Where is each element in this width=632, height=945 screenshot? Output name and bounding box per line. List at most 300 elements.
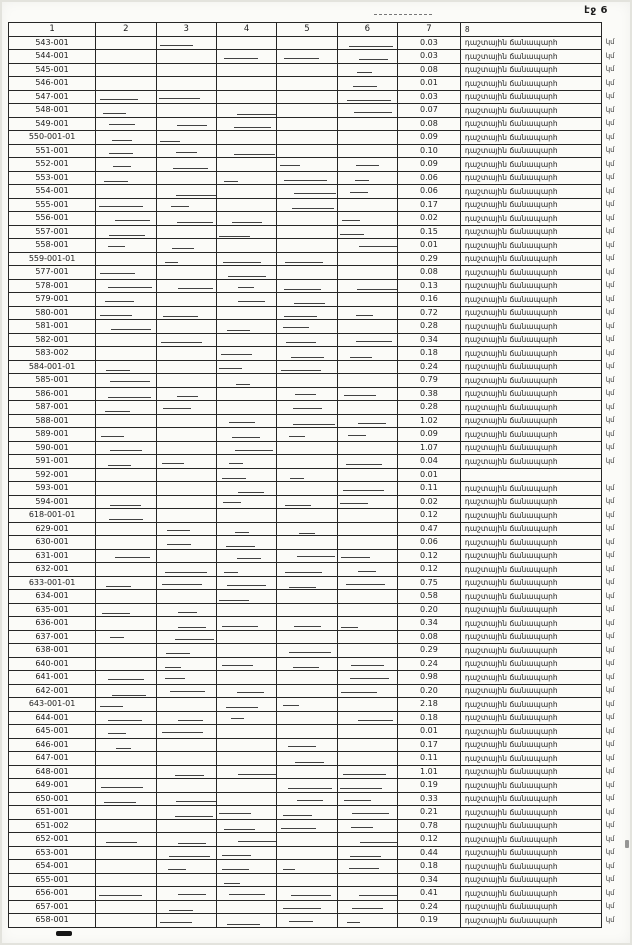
empty-cell (337, 401, 397, 415)
margin-unit-mark: կմ (605, 848, 615, 857)
empty-cell (277, 887, 337, 901)
empty-cell (216, 482, 276, 496)
scan-noise-line (221, 354, 253, 355)
empty-cell (277, 509, 337, 523)
road-type-cell: դաշտային ճանապարհ (460, 711, 601, 725)
empty-cell (96, 887, 156, 901)
scan-noise-line (344, 800, 371, 801)
scan-noise-line (347, 100, 391, 101)
length-value-cell: 0.24 (398, 360, 461, 374)
margin-unit-mark: կմ (605, 132, 615, 141)
margin-unit-mark: կմ (605, 510, 615, 519)
road-type-cell: դաշտային ճանապարհ (460, 455, 601, 469)
road-id-cell: 550-001-01 (9, 131, 96, 145)
scan-noise-line (284, 289, 321, 290)
road-type-cell: դաշտային ճանապարհ (460, 144, 601, 158)
empty-cell (277, 306, 337, 320)
scan-noise-line (224, 572, 238, 573)
road-id-cell: 578-001 (9, 279, 96, 293)
empty-cell (337, 225, 397, 239)
scan-noise-line (343, 774, 386, 775)
length-value-cell: 0.12 (398, 563, 461, 577)
empty-cell (337, 158, 397, 172)
table-row (9, 320, 632, 334)
scan-noise-line (103, 113, 126, 114)
scan-noise-line (100, 706, 123, 707)
margin-unit-mark: կմ (605, 146, 615, 155)
table-row (9, 603, 632, 617)
empty-cell (337, 185, 397, 199)
empty-cell (156, 401, 216, 415)
table-row (9, 846, 632, 860)
margin-unit-mark: կմ (605, 861, 615, 870)
length-value-cell: 0.08 (398, 117, 461, 131)
scan-noise-line (237, 114, 277, 115)
scan-noise-line (224, 883, 240, 884)
table-row (9, 671, 632, 685)
scan-noise-line (172, 248, 194, 249)
road-id-cell: 543-001 (9, 36, 96, 50)
margin-unit-mark: կմ (605, 348, 615, 357)
table-row (9, 293, 632, 307)
scan-noise-line (169, 910, 193, 911)
scan-noise-line (356, 165, 379, 166)
margin-unit-mark: կմ (605, 794, 615, 803)
empty-cell (216, 846, 276, 860)
empty-cell (216, 360, 276, 374)
length-value-cell: 0.20 (398, 684, 461, 698)
column-header-2: 2 (96, 23, 156, 37)
scan-noise-line (178, 843, 206, 844)
empty-cell (337, 131, 397, 145)
length-value-cell: 0.13 (398, 279, 461, 293)
empty-cell (96, 536, 156, 550)
empty-cell (277, 158, 337, 172)
scan-noise-line (176, 152, 196, 153)
empty-cell (96, 50, 156, 64)
empty-cell (156, 698, 216, 712)
scan-noise-line (163, 316, 198, 317)
road-type-cell: դաշտային ճանապարհ (460, 752, 601, 766)
empty-cell (277, 657, 337, 671)
margin-unit-mark: կմ (605, 429, 615, 438)
road-id-cell: 548-001 (9, 104, 96, 118)
scan-noise-line (223, 502, 241, 503)
scan-artifact-dashes (374, 14, 432, 15)
scan-noise-line (106, 586, 130, 587)
empty-cell (156, 293, 216, 307)
empty-cell (277, 441, 337, 455)
empty-cell (216, 576, 276, 590)
scan-noise-line (297, 800, 323, 801)
empty-cell (277, 576, 337, 590)
length-value-cell: 0.11 (398, 482, 461, 496)
scan-noise-line (177, 396, 199, 397)
empty-cell (96, 225, 156, 239)
length-value-cell: 0.28 (398, 320, 461, 334)
empty-cell (96, 144, 156, 158)
scan-noise-line (168, 869, 186, 870)
road-id-cell: 559-001-01 (9, 252, 96, 266)
road-id-cell: 657-001 (9, 900, 96, 914)
road-type-cell: դաշտային ճանապարհ (460, 725, 601, 739)
scan-noise-line (224, 829, 255, 830)
scan-noise-line (228, 276, 267, 277)
scan-noise-line (222, 869, 249, 870)
scan-noise-line (109, 124, 135, 125)
empty-cell (216, 171, 276, 185)
scan-noise-line (178, 894, 206, 895)
empty-cell (96, 482, 156, 496)
column-header-3: 3 (156, 23, 216, 37)
scan-noise-line (292, 208, 334, 209)
empty-cell (277, 144, 337, 158)
empty-cell (96, 644, 156, 658)
scan-noise-line (167, 530, 190, 531)
road-type-cell: դաշտային ճանապարհ (460, 117, 601, 131)
empty-cell (277, 495, 337, 509)
scan-noise-line (283, 705, 299, 706)
length-value-cell: 0.47 (398, 522, 461, 536)
scan-noise-line (109, 519, 143, 520)
scan-noise-line (224, 58, 258, 59)
empty-cell (216, 779, 276, 793)
empty-cell (337, 455, 397, 469)
road-id-cell: 592-001 (9, 468, 96, 482)
empty-cell (96, 198, 156, 212)
scan-noise-line (175, 639, 215, 640)
empty-cell (156, 590, 216, 604)
length-value-cell: 0.08 (398, 630, 461, 644)
empty-cell (156, 873, 216, 887)
length-value-cell: 0.19 (398, 914, 461, 928)
scan-noise-line (227, 924, 260, 925)
empty-cell (96, 603, 156, 617)
scan-noise-line (175, 775, 204, 776)
empty-cell (337, 239, 397, 253)
scan-noise-line (112, 140, 132, 141)
column-header-5: 5 (277, 23, 337, 37)
table-row (9, 765, 632, 779)
empty-cell (96, 428, 156, 442)
empty-cell (337, 657, 397, 671)
empty-cell (96, 468, 156, 482)
scan-noise-line (284, 180, 328, 181)
scan-noise-line (222, 855, 251, 856)
empty-cell (337, 333, 397, 347)
length-value-cell: 0.09 (398, 131, 461, 145)
scan-noise-line (167, 544, 191, 545)
empty-cell (337, 117, 397, 131)
scan-noise-line (284, 58, 319, 59)
road-id-cell: 635-001 (9, 603, 96, 617)
page-number-label: էջ 6 (584, 5, 608, 16)
scan-noise-line (170, 691, 205, 692)
empty-cell (337, 779, 397, 793)
table-row (9, 711, 632, 725)
empty-cell (96, 374, 156, 388)
length-value-cell: 0.06 (398, 171, 461, 185)
empty-cell (337, 279, 397, 293)
scan-noise-line (165, 678, 185, 679)
scan-noise-line (229, 463, 243, 464)
empty-cell (216, 630, 276, 644)
empty-cell (156, 306, 216, 320)
empty-cell (216, 792, 276, 806)
empty-cell (96, 860, 156, 874)
scan-noise-line (341, 557, 369, 558)
empty-cell (277, 644, 337, 658)
empty-cell (216, 522, 276, 536)
empty-cell (337, 509, 397, 523)
scan-noise-line (109, 235, 146, 236)
empty-cell (156, 104, 216, 118)
scan-noise-line (165, 572, 207, 573)
empty-cell (337, 617, 397, 631)
empty-cell (216, 428, 276, 442)
scan-noise-line (222, 665, 254, 666)
empty-cell (277, 522, 337, 536)
margin-unit-mark: կմ (605, 578, 615, 587)
road-id-cell: 556-001 (9, 212, 96, 226)
empty-cell (96, 563, 156, 577)
empty-cell (96, 873, 156, 887)
scan-noise-line (108, 733, 126, 734)
empty-cell (156, 914, 216, 928)
length-value-cell: 0.04 (398, 455, 461, 469)
road-id-cell: 630-001 (9, 536, 96, 550)
table-row (9, 563, 632, 577)
margin-unit-mark: կմ (605, 443, 615, 452)
road-id-cell: 651-001 (9, 806, 96, 820)
road-type-cell: դաշտային ճանապարհ (460, 212, 601, 226)
table-row (9, 684, 632, 698)
empty-cell (96, 279, 156, 293)
empty-cell (216, 603, 276, 617)
empty-cell (156, 320, 216, 334)
scan-noise-line (281, 828, 315, 829)
road-id-cell: 582-001 (9, 333, 96, 347)
road-id-cell: 645-001 (9, 725, 96, 739)
empty-cell (337, 198, 397, 212)
length-value-cell: 0.01 (398, 468, 461, 482)
scan-noise-line (238, 287, 255, 288)
empty-cell (96, 185, 156, 199)
empty-cell (216, 374, 276, 388)
margin-unit-mark: կմ (605, 456, 615, 465)
scan-noise-line (340, 234, 364, 235)
scan-noise-line (281, 370, 321, 371)
empty-cell (277, 212, 337, 226)
empty-cell (96, 671, 156, 685)
margin-unit-mark: կմ (605, 105, 615, 114)
length-value-cell: 0.34 (398, 333, 461, 347)
empty-cell (156, 117, 216, 131)
table-row (9, 117, 632, 131)
empty-cell (96, 333, 156, 347)
road-type-cell: դաշտային ճանապարհ (460, 590, 601, 604)
table-row (9, 333, 632, 347)
empty-cell (277, 104, 337, 118)
margin-unit-mark: կմ (605, 699, 615, 708)
table-body (9, 36, 632, 927)
empty-cell (156, 536, 216, 550)
empty-cell (216, 644, 276, 658)
empty-cell (216, 198, 276, 212)
road-type-cell: դաշտային ճանապարհ (460, 414, 601, 428)
length-value-cell: 0.38 (398, 387, 461, 401)
table-row (9, 590, 632, 604)
scan-noise-line (293, 667, 318, 668)
empty-cell (337, 374, 397, 388)
empty-cell (156, 792, 216, 806)
margin-unit-mark: կմ (605, 240, 615, 249)
empty-cell (96, 725, 156, 739)
margin-unit-mark: կմ (605, 375, 615, 384)
road-type-cell: դաշտային ճանապարհ (460, 914, 601, 928)
road-type-cell: դաշտային ճանապարհ (460, 806, 601, 820)
empty-cell (277, 63, 337, 77)
empty-cell (216, 860, 276, 874)
scan-noise-line (101, 787, 143, 788)
table-row (9, 36, 632, 50)
empty-cell (337, 644, 397, 658)
empty-cell (337, 428, 397, 442)
table-row (9, 779, 632, 793)
road-type-cell: դաշտային ճանապարհ (460, 563, 601, 577)
empty-cell (277, 360, 337, 374)
road-id-cell: 636-001 (9, 617, 96, 631)
table-row (9, 63, 632, 77)
empty-cell (337, 671, 397, 685)
road-id-cell: 583-002 (9, 347, 96, 361)
scan-noise-line (283, 815, 312, 816)
road-type-cell: դաշտային ճանապարհ (460, 887, 601, 901)
margin-unit-mark: կմ (605, 213, 615, 222)
column-header-4: 4 (216, 23, 276, 37)
road-type-cell: դաշտային ճանապարհ (460, 765, 601, 779)
empty-cell (156, 644, 216, 658)
scan-noise-line (294, 303, 325, 304)
road-id-cell: 587-001 (9, 401, 96, 415)
scan-noise-line (352, 908, 384, 909)
empty-cell (96, 698, 156, 712)
table-row (9, 225, 632, 239)
empty-cell (277, 279, 337, 293)
margin-unit-mark: կմ (605, 618, 615, 627)
road-type-cell: դաշտային ճանապարհ (460, 603, 601, 617)
empty-cell (337, 833, 397, 847)
margin-unit-mark: կմ (605, 915, 615, 924)
length-value-cell: 0.75 (398, 576, 461, 590)
empty-cell (216, 536, 276, 550)
scan-noise-line (353, 86, 377, 87)
margin-unit-mark: կմ (605, 38, 615, 47)
scan-noise-line (294, 193, 336, 194)
road-type-cell: դաշտային ճանապարհ (460, 657, 601, 671)
empty-cell (216, 684, 276, 698)
empty-cell (96, 90, 156, 104)
road-id-cell: 555-001 (9, 198, 96, 212)
empty-cell (337, 752, 397, 766)
empty-cell (277, 198, 337, 212)
empty-cell (337, 792, 397, 806)
scan-noise-line (223, 262, 261, 263)
road-id-cell: 586-001 (9, 387, 96, 401)
empty-cell (96, 576, 156, 590)
empty-cell (96, 900, 156, 914)
scan-noise-line (110, 450, 142, 451)
margin-unit-mark: կմ (605, 200, 615, 209)
road-id-cell: 642-001 (9, 684, 96, 698)
scan-noise-line (173, 168, 208, 169)
table-row (9, 171, 632, 185)
length-value-cell: 0.20 (398, 603, 461, 617)
empty-cell (156, 576, 216, 590)
road-id-cell: 618-001-01 (9, 509, 96, 523)
scan-noise-line (289, 587, 316, 588)
road-id-cell: 656-001 (9, 887, 96, 901)
road-id-cell: 585-001 (9, 374, 96, 388)
road-id-cell: 553-001 (9, 171, 96, 185)
scan-noise-line (226, 707, 259, 708)
scan-noise-line (219, 600, 249, 601)
table-row (9, 873, 632, 887)
margin-unit-mark: կմ (605, 389, 615, 398)
scan-noise-line (360, 842, 398, 843)
empty-cell (216, 711, 276, 725)
empty-cell (277, 171, 337, 185)
empty-cell (156, 144, 216, 158)
length-value-cell: 0.02 (398, 495, 461, 509)
scan-noise-line (104, 181, 128, 182)
empty-cell (156, 549, 216, 563)
empty-cell (96, 549, 156, 563)
empty-cell (337, 360, 397, 374)
scan-noise-line (112, 695, 146, 696)
length-value-cell: 0.44 (398, 846, 461, 860)
empty-cell (216, 212, 276, 226)
road-type-cell (460, 468, 601, 482)
empty-cell (277, 468, 337, 482)
length-value-cell: 0.34 (398, 873, 461, 887)
length-value-cell: 0.34 (398, 617, 461, 631)
margin-unit-mark: կմ (605, 875, 615, 884)
empty-cell (216, 333, 276, 347)
road-id-cell: 653-001 (9, 846, 96, 860)
road-type-cell: դաշտային ճանապարհ (460, 617, 601, 631)
empty-cell (277, 792, 337, 806)
empty-cell (216, 414, 276, 428)
road-id-cell: 652-001 (9, 833, 96, 847)
scan-noise-line (351, 665, 384, 666)
table-row (9, 617, 632, 631)
road-id-cell: 593-001 (9, 482, 96, 496)
empty-cell (216, 401, 276, 415)
empty-cell (156, 77, 216, 91)
empty-cell (277, 765, 337, 779)
margin-unit-mark: կմ (605, 402, 615, 411)
table-row (9, 347, 632, 361)
empty-cell (337, 468, 397, 482)
scan-noise-line (350, 192, 369, 193)
empty-cell (277, 914, 337, 928)
empty-cell (96, 131, 156, 145)
empty-cell (156, 360, 216, 374)
margin-unit-mark: կմ (605, 551, 615, 560)
table-row (9, 158, 632, 172)
empty-cell (216, 144, 276, 158)
